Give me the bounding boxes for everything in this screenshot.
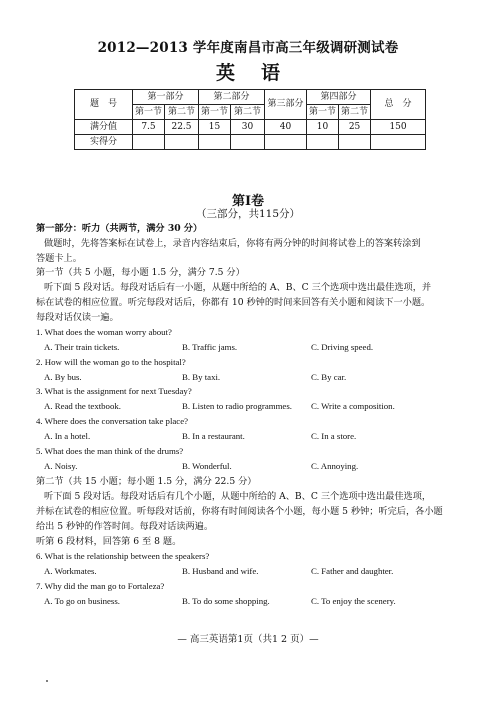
full-score-cell: 40 xyxy=(265,120,307,135)
full-score-cell: 22.5 xyxy=(165,120,199,135)
question-stem: 4. Where does the conversation take place? xyxy=(36,416,189,426)
sub-section-header: 第一节 xyxy=(133,105,165,120)
page-footer: — 高三英语第1页（共1 2 页）— xyxy=(177,634,319,645)
part-2-header: 第二部分 xyxy=(199,90,265,105)
sub-section-header: 第二节 xyxy=(231,105,265,120)
sub-section-header: 第二节 xyxy=(339,105,371,120)
section2-instruction-line: 并标在试卷的相应位置。听每段对话前，你将有时间阅读各个小题，每小题 5 秒钟；听完后，各小题 xyxy=(36,506,443,517)
exam-title: 2012—2013 学年度南昌市高三年级调研测试卷 xyxy=(97,40,399,56)
option-c[interactable]: C. Driving speed. xyxy=(311,342,374,352)
score-table xyxy=(74,89,426,150)
section1-instruction-line: 听下面 5 段对话。每段对话后有一小题，从题中所给的 A、B、C 三个选项中选出最佳选项，并 xyxy=(44,282,432,293)
question-stem: 5. What does the man think of the drums? xyxy=(36,446,184,456)
part-1-header: 第一部分 xyxy=(133,90,199,105)
actual-score-cell[interactable] xyxy=(371,135,426,150)
option-c[interactable]: C. Write a composition. xyxy=(311,401,395,411)
option-b[interactable]: B. To do some shopping. xyxy=(182,596,270,606)
actual-score-label: 实得分 xyxy=(75,135,133,150)
option-c[interactable]: C. Father and daughter. xyxy=(311,566,394,576)
option-c[interactable]: C. Annoying. xyxy=(311,461,359,471)
full-score-cell: 10 xyxy=(307,120,339,135)
material-instruction: 听第 6 段材料，回答第 6 至 8 题。 xyxy=(36,536,182,547)
option-b[interactable]: B. In a restaurant. xyxy=(182,431,245,441)
option-c[interactable]: C. To enjoy the scenery. xyxy=(311,596,396,606)
option-a[interactable]: A. Workmates. xyxy=(44,566,97,576)
full-score-cell: 7.5 xyxy=(133,120,165,135)
actual-score-cell[interactable] xyxy=(265,135,307,150)
section1-instruction-line: 标在试卷的相应位置。听完每段对话后，你都有 10 秒钟的时间来回答有关小题和阅读下一小题。 xyxy=(36,297,431,308)
question-stem: 2. How will the woman go to the hospital? xyxy=(36,357,186,367)
total-header: 总 分 xyxy=(371,90,426,120)
actual-score-cell[interactable] xyxy=(231,135,265,150)
section2-heading: 第二节（共 15 小题；每小题 1.5 分，满分 22.5 分） xyxy=(36,476,257,487)
option-a[interactable]: A. By bus. xyxy=(44,372,82,382)
question-stem: 3. What is the assignment for next Tuesday? xyxy=(36,386,192,396)
option-b[interactable]: B. Husband and wife. xyxy=(182,566,259,576)
sub-section-header: 第一节 xyxy=(307,105,339,120)
part1-instruction-line: 答题卡上。 xyxy=(36,253,82,264)
sub-section-header: 第二节 xyxy=(165,105,199,120)
option-c[interactable]: C. By car. xyxy=(311,372,347,382)
actual-score-cell[interactable] xyxy=(307,135,339,150)
actual-score-cell[interactable] xyxy=(133,135,165,150)
part-4-header: 第四部分 xyxy=(307,90,371,105)
question-stem: 1. What does the woman worry about? xyxy=(36,327,172,337)
full-score-cell: 30 xyxy=(231,120,265,135)
scan-speck xyxy=(46,680,48,682)
option-a[interactable]: A. Read the textbook. xyxy=(44,401,121,411)
actual-score-cell[interactable] xyxy=(165,135,199,150)
section2-instruction-line: 给出 5 秒钟的作答时间。每段对话读两遍。 xyxy=(36,521,214,532)
full-score-cell: 25 xyxy=(339,120,371,135)
option-c[interactable]: C. In a store. xyxy=(311,431,357,441)
volume-subtitle: （三部分，共115分） xyxy=(195,208,301,220)
option-a[interactable]: A. In a hotel. xyxy=(44,431,91,441)
section2-instruction-line: 听下面 5 段对话。每段对话后有几个小题，从题中所给的 A、B、C 三个选项中选出最佳选项， xyxy=(44,491,432,502)
section1-instruction-line: 每段对话仅读一遍。 xyxy=(36,312,119,323)
subject-title: 英语 xyxy=(215,62,306,84)
option-b[interactable]: B. By taxi. xyxy=(182,372,221,382)
question-stem: 6. What is the relationship between the speakers? xyxy=(36,551,210,561)
option-b[interactable]: B. Listen to radio programmes. xyxy=(182,401,292,411)
part1-heading: 第一部分：听力（共两节，满分 30 分） xyxy=(36,223,203,234)
question-stem: 7. Why did the man go to Fortaleza? xyxy=(36,581,165,591)
full-score-cell: 15 xyxy=(199,120,231,135)
part1-instruction-line: 做题时，先将答案标在试卷上，录音内容结束后，你将有两分钟的时间将试卷上的答案转涂到 xyxy=(44,238,421,249)
section1-heading: 第一节（共 5 小题，每小题 1.5 分，满分 7.5 分） xyxy=(36,267,245,278)
option-a[interactable]: A. Their train tickets. xyxy=(44,342,120,352)
full-score-label: 满分值 xyxy=(75,120,133,135)
score-row-header: 题 号 xyxy=(75,90,133,120)
option-a[interactable]: A. To go on business. xyxy=(44,596,120,606)
option-b[interactable]: B. Wonderful. xyxy=(182,461,232,471)
actual-score-cell[interactable] xyxy=(339,135,371,150)
volume-title: 第Ⅰ卷 xyxy=(231,194,265,209)
full-score-cell: 150 xyxy=(371,120,426,135)
sub-section-header: 第一节 xyxy=(199,105,231,120)
part-3-header: 第三部分 xyxy=(265,90,307,120)
option-b[interactable]: B. Traffic jams. xyxy=(182,342,238,352)
option-a[interactable]: A. Noisy. xyxy=(44,461,78,471)
actual-score-cell[interactable] xyxy=(199,135,231,150)
